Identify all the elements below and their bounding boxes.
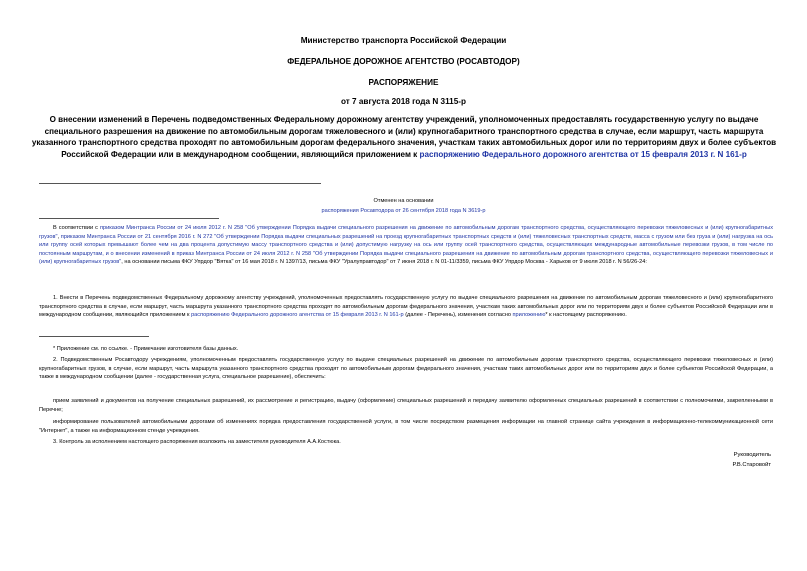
text: , [57,233,61,240]
text: (далее - Перечень), изменения согласно [403,312,513,318]
appendix-link[interactable]: приложению [512,312,546,318]
paragraph-2-item-2: информирование пользователей автомобильными дорогами об изменениях порядка предоставления государственной услуги, в том числе посредством размещения информации на главной странице сайта учреждения в информационно-телекоммуникационной сети "Интернет", а также на информационном стенде учреждения. [39,419,773,434]
document-title [28,114,780,160]
footnote: * Приложение см. по ссылке. - Примечание изготовителя базы данных. [53,346,239,352]
paragraph-3: 3. Контроль за исполнением настоящего распоряжения возложить на заместителя руководителя А.А.Костюка. [53,439,341,445]
agency-heading: ФЕДЕРАЛЬНОЕ ДОРОЖНОЕ АГЕНТСТВО (РОСАВТОДОР) [287,57,520,66]
text: 1. Внести в Перечень подведомственных Федеральному дорожному агентству учреждений, уполномоченных предоставлять государственную услугу по выдаче специального разрешения на движение по автомобильным дорогам тяжеловесного и (или) крупногабаритного транспортного средства в случае, если маршрут, часть маршрута указанного транспортного средства проходят по автомобильным дорогам федерального значения, участкам таких автомобильных дорог или по территориям двух и более субъектов Российской Федерации или в международном сообщении, являющийся приложением к [39,295,773,318]
divider [39,183,321,184]
cancel-link[interactable]: распоряжения Росавтодора от 26 сентября 2018 года N 3619-р [321,208,486,214]
divider [39,218,219,219]
footnote-divider [39,336,149,337]
paragraph-1 [39,294,773,320]
paragraph-2: 2. Подведомственным Росавтодору учреждениям, уполномоченным предоставлять государственную услугу по выдаче специальных разрешений на движение по автомобильным дорогам транспортного средства, осуществляющего перевозки тяжеловесных и (или) крупногабаритных грузов, в случае, если маршрут, часть маршрута указанного транспортного средства проходят по автомобильным дорогам федерального значения, участкам таких автомобильных дорог или по территориям двух и более субъектов Российской Федерации, а также в международном сообщении (далее - государственная услуга, специальное разрешение), обеспечить: [39,357,773,380]
text: В соответствии с [53,225,100,231]
text: * к настоящему распоряжению. [545,312,627,318]
ministry-heading: Министерство транспорта Российской Федерации [300,36,507,45]
order-link-272[interactable]: приказом Минтранса России от 21 сентября 2016 г. N 272 "Об утверждении Порядка выдачи специальных разрешений на проезд крупногабаритных транспортных средств и (или) тяжеловесных транспортных средств, масса с грузом или без груза и (или) нагрузка на ось или группу осей которых превышают более чем на два процента допустимую массу транспортного средства и (или) допустимую нагрузку на ось или группу осей транспортного средства, осуществляющих международные автомобильные перевозки грузов, в том числе по постоянным маршрутам, и о внесении изменений в приказ Минтранса России от 24 июля 2012 г. N 258 "Об утверждении Порядка выдачи специального разрешения на движение по автомобильным дорогам транспортного средства, осуществляющего перевозки тяжеловесных и (или) крупногабаритных грузов" [39,233,773,265]
document-type: РАСПОРЯЖЕНИЕ [368,78,439,87]
title-link[interactable]: распоряжению Федерального дорожного агентства от 15 февраля 2013 г. N 161-р [419,149,747,159]
signature-name: Р.В.Старовойт [732,462,771,468]
order-link-258[interactable]: приказом Минтранса России от 24 июля 2012 г. N 258 "Об утверждении Порядка выдачи специального разрешения на движение по автомобильным дорогам транспортного средства, осуществляющего перевозки тяжеловесных и (или) крупногабаритных грузов" [39,225,773,240]
text: , на основании письма ФКУ Упрдор "Вятка" от 16 мая 2018 г. N 1397/13, письма ФКУ "Уралуправтодор" от 7 июня 2018 г. N 01-11/3359, письма ФКУ Упрдор Москва - Харьков от 9 июля 2018 г. N 56/26-24: [121,259,647,265]
signature-role: Руководитель [733,452,771,458]
order-link-161[interactable]: распоряжению Федерального дорожного агентства от 15 февраля 2013 г. N 161-р [191,312,404,318]
paragraph-2-item-1: прием заявлений и документов на получение специальных разрешений, их рассмотрение и регистрацию, выдачу (оформление) специальных разрешений и передачу заявителю оформленных специальных разрешений в соответствии с полномочиями, закрепленными в Перечне; [39,398,773,413]
title-text: О внесении изменений в Перечень подведомственных Федеральному дорожному агентству учреждений, уполномоченных предоставлять государственную услугу по выдаче специального разрешения на движение по автомобильным дорогам тяжеловесного и (или) крупногабаритного транспортного средства в случае, если маршрут, часть маршрута указанного транспортного средства проходят по автомобильным дорогам федерального значения, участкам таких автомобильных дорог или по территориям двух и более субъектов Российской Федерации или в международном сообщении, являющийся приложением к [31,115,777,159]
date-number: от 7 августа 2018 года N 3115-р [340,97,467,106]
cancel-label: Отменен на основании [373,198,434,204]
paragraph-basis [39,224,773,267]
